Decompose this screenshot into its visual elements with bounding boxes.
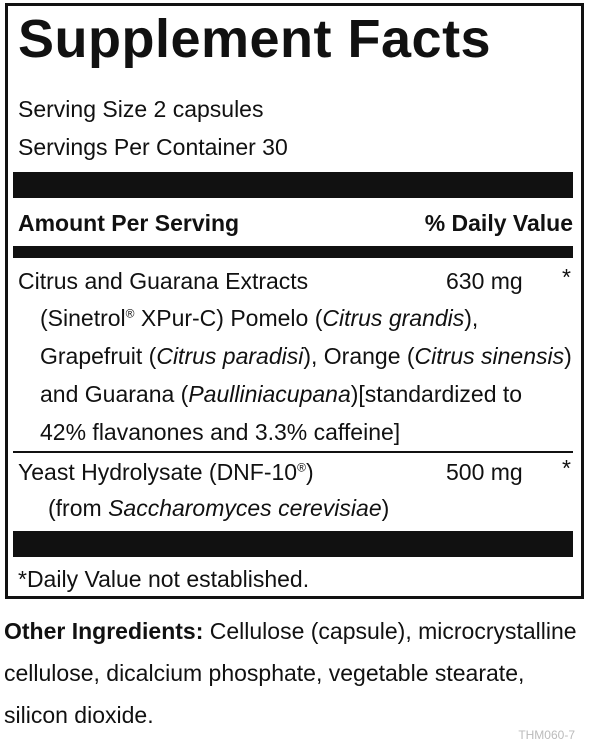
thick-divider (13, 172, 573, 198)
other-ingredients-line: cellulose, dicalcium phosphate, vegetable stearate, (4, 660, 525, 686)
ingredient-detail-line: (Sinetrol® XPur-C) Pomelo (Citrus grandis), (40, 305, 479, 331)
panel-title: Supplement Facts (18, 9, 492, 69)
ingredient-dv: * (562, 264, 571, 290)
thick-divider (13, 531, 573, 557)
ingredient-name: Citrus and Guarana Extracts (18, 268, 309, 294)
ingredient-dv: * (562, 455, 571, 481)
header-amount-per-serving: Amount Per Serving (18, 210, 240, 236)
other-ingredients-line: Other Ingredients: Cellulose (capsule), microcrystalline (4, 618, 577, 644)
product-code: THM060-7 (518, 728, 575, 742)
servings-per-container: Servings Per Container 30 (18, 134, 288, 160)
serving-size: Serving Size 2 capsules (18, 96, 264, 122)
thin-divider (13, 451, 573, 453)
ingredient-amount: 630 mg (446, 268, 523, 294)
other-ingredients-line: silicon dioxide. (4, 702, 154, 728)
ingredient-detail-line: Grapefruit (Citrus paradisi), Orange (Citrus sinensis) (40, 343, 572, 369)
other-ingredients-heading: Other Ingredients: (4, 618, 204, 644)
ingredient-detail-line: and Guarana (Paulliniacupana)[standardized to (40, 381, 523, 407)
ingredient-amount: 500 mg (446, 459, 523, 485)
ingredient-detail-line: (from Saccharomyces cerevisiae) (48, 495, 390, 521)
footnote: *Daily Value not established. (18, 566, 310, 592)
header-daily-value: % Daily Value (424, 210, 573, 236)
ingredient-detail-line: 42% flavanones and 3.3% caffeine] (40, 419, 401, 445)
ingredient-name: Yeast Hydrolysate (DNF-10®) (18, 459, 314, 485)
medium-divider (13, 246, 573, 258)
